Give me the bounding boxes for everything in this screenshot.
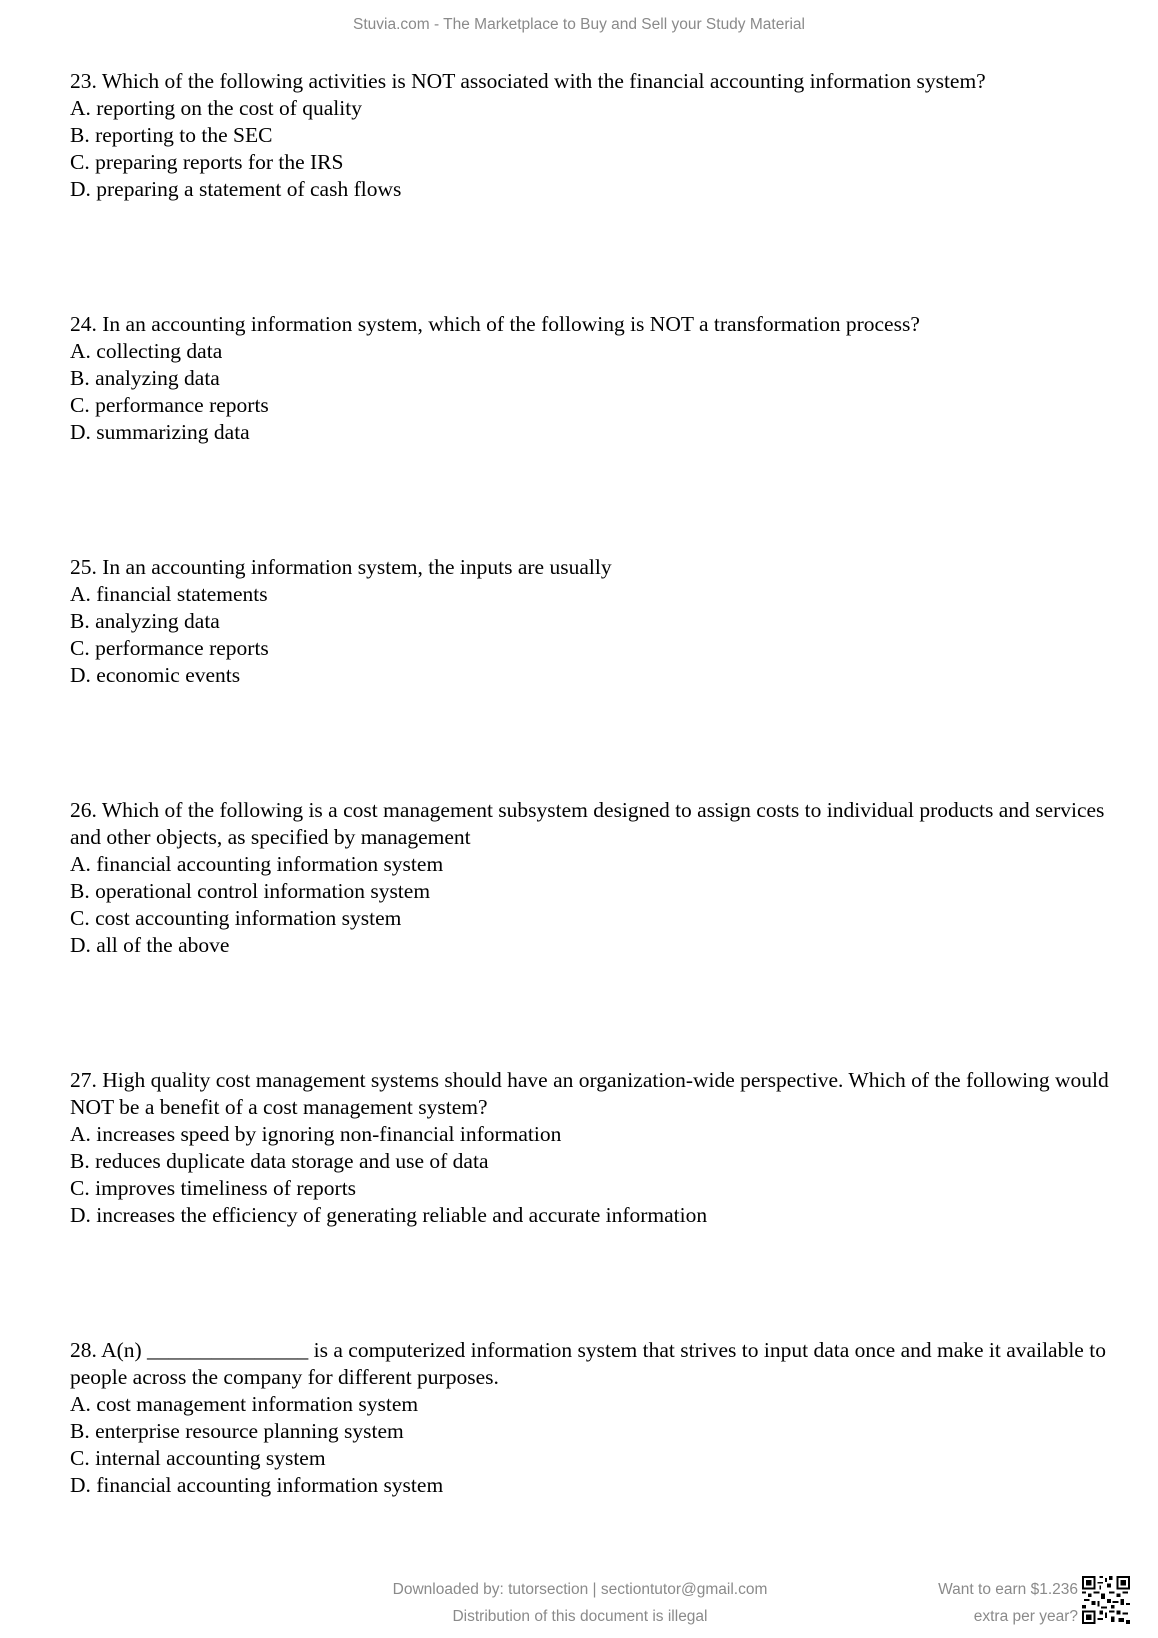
question-text: 28. A(n) _______________ is a computerized information system that strives to input data once and make it available to people across the company for different purposes.	[70, 1338, 1106, 1389]
option-c: C. cost accounting information system	[70, 906, 402, 930]
download-notice	[280, 1576, 880, 1630]
distribution-notice: Distribution of this document is illegal	[452, 1608, 708, 1625]
earn-promo-line1: Want to earn $1.236	[938, 1581, 1078, 1598]
qr-code-icon[interactable]	[1082, 1576, 1130, 1624]
option-c: C. internal accounting system	[70, 1446, 326, 1470]
option-b: B. analyzing data	[70, 366, 220, 390]
question-text: 27. High quality cost management systems should have an organization-wide perspective. Which of the following would NOT be a benefit of a cost management system?	[70, 1068, 1109, 1119]
option-a: A. reporting on the cost of quality	[70, 96, 362, 120]
question-25	[70, 554, 1130, 689]
option-a: A. cost management information system	[70, 1392, 419, 1416]
question-27	[70, 1067, 1130, 1229]
question-text: 25. In an accounting information system, the inputs are usually	[70, 555, 612, 579]
question-list	[70, 68, 1130, 1499]
option-d: D. preparing a statement of cash flows	[70, 177, 402, 201]
option-b: B. operational control information system	[70, 879, 431, 903]
option-b: B. reporting to the SEC	[70, 123, 273, 147]
page-header: Stuvia.com - The Marketplace to Buy and Sell your Study Material	[352, 16, 805, 33]
option-a: A. financial statements	[70, 582, 268, 606]
question-text: 26. Which of the following is a cost management subsystem designed to assign costs to individual products and services and other objects, as specified by management	[70, 798, 1105, 849]
question-24	[70, 311, 1130, 446]
option-b: B. enterprise resource planning system	[70, 1419, 404, 1443]
option-a: A. collecting data	[70, 339, 223, 363]
option-a: A. increases speed by ignoring non-financial information	[70, 1122, 562, 1146]
question-23	[70, 68, 1130, 203]
option-d: D. financial accounting information system	[70, 1473, 444, 1497]
option-c: C. improves timeliness of reports	[70, 1176, 357, 1200]
question-text: 23. Which of the following activities is NOT associated with the financial accounting information system?	[70, 69, 986, 93]
downloaded-by-text: Downloaded by: tutorsection | sectiontutor@gmail.com	[392, 1581, 768, 1598]
earn-promo-line2: extra per year?	[973, 1608, 1078, 1625]
option-a: A. financial accounting information system	[70, 852, 444, 876]
option-c: C. performance reports	[70, 636, 269, 660]
option-d: D. economic events	[70, 663, 241, 687]
option-d: D. all of the above	[70, 933, 230, 957]
option-b: B. analyzing data	[70, 609, 220, 633]
question-28	[70, 1337, 1130, 1499]
page-footer	[0, 1576, 1158, 1636]
question-text: 24. In an accounting information system, which of the following is NOT a transformation process?	[70, 312, 920, 336]
option-b: B. reduces duplicate data storage and use of data	[70, 1149, 489, 1173]
option-c: C. performance reports	[70, 393, 269, 417]
option-c: C. preparing reports for the IRS	[70, 150, 344, 174]
option-d: D. increases the efficiency of generating reliable and accurate information	[70, 1203, 708, 1227]
question-26	[70, 797, 1130, 959]
option-d: D. summarizing data	[70, 420, 250, 444]
earn-promo-link[interactable]	[938, 1576, 1078, 1630]
